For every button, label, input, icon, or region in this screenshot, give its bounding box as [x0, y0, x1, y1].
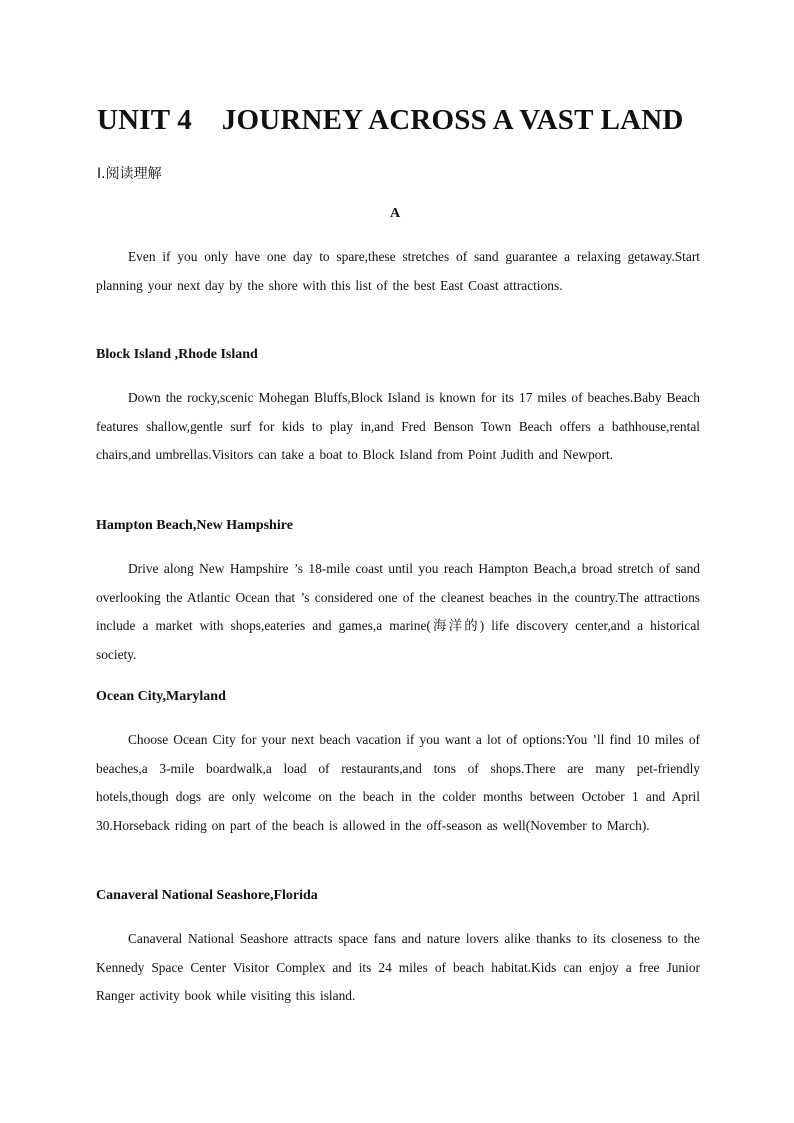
entry-body-block-island: Down the rocky,scenic Mohegan Bluffs,Block Island is known for its 17 miles of beaches.Baby Beach features shallow,gentle surf for kids to play in,and Fred Benson Town Beach offers a bathhouse,rental chairs,and umbrellas.Visitors can take a boat to Block Island from Point Judith and Newport.	[96, 390, 700, 463]
entry-body-canaveral: Canaveral National Seashore attracts space fans and nature lovers alike thanks to its closeness to the Kennedy Space Center Visitor Complex and its 24 miles of beach habitat.Kids can enjoy a free Junior Ranger activity book while visiting this island.	[96, 931, 700, 1004]
entry-heading-canaveral: Canaveral National Seashore,Florida	[96, 888, 318, 903]
entry-heading-ocean-city: Ocean City,Maryland	[96, 689, 226, 704]
unit-title: UNIT 4 JOURNEY ACROSS A VAST LAND	[97, 104, 684, 136]
entry-body-ocean-city: Choose Ocean City for your next beach vacation if you want a lot of options:You ’ll find 10 miles of beaches,a 3-mile boardwalk,a load of restaurants,and tons of shops.There are many pet-friendly hotels,though dogs are only welcome on the beach in the colder months between October 1 and April 30.Horseback riding on part of the beach is allowed in the off-season as well(November to March).	[96, 732, 700, 834]
entry-heading-hampton-beach: Hampton Beach,New Hampshire	[96, 518, 293, 533]
section-label: Ⅰ.阅读理解	[97, 166, 162, 182]
entry-body-hampton-beach: Drive along New Hampshire ’s 18-mile coast until you reach Hampton Beach,a broad stretch of sand overlooking the Atlantic Ocean that ’s considered one of the cleanest beaches in the country.The attractions include a market with shops,eateries and games,a marine(海洋的) life discovery center,and a historical society.	[96, 561, 700, 663]
intro-paragraph: Even if you only have one day to spare,these stretches of sand guarantee a relaxing getaway.Start planning your next day by the shore with this list of the best East Coast attractions.	[96, 249, 700, 293]
entry-heading-block-island: Block Island ,Rhode Island	[96, 347, 258, 362]
part-label: A	[390, 206, 401, 221]
